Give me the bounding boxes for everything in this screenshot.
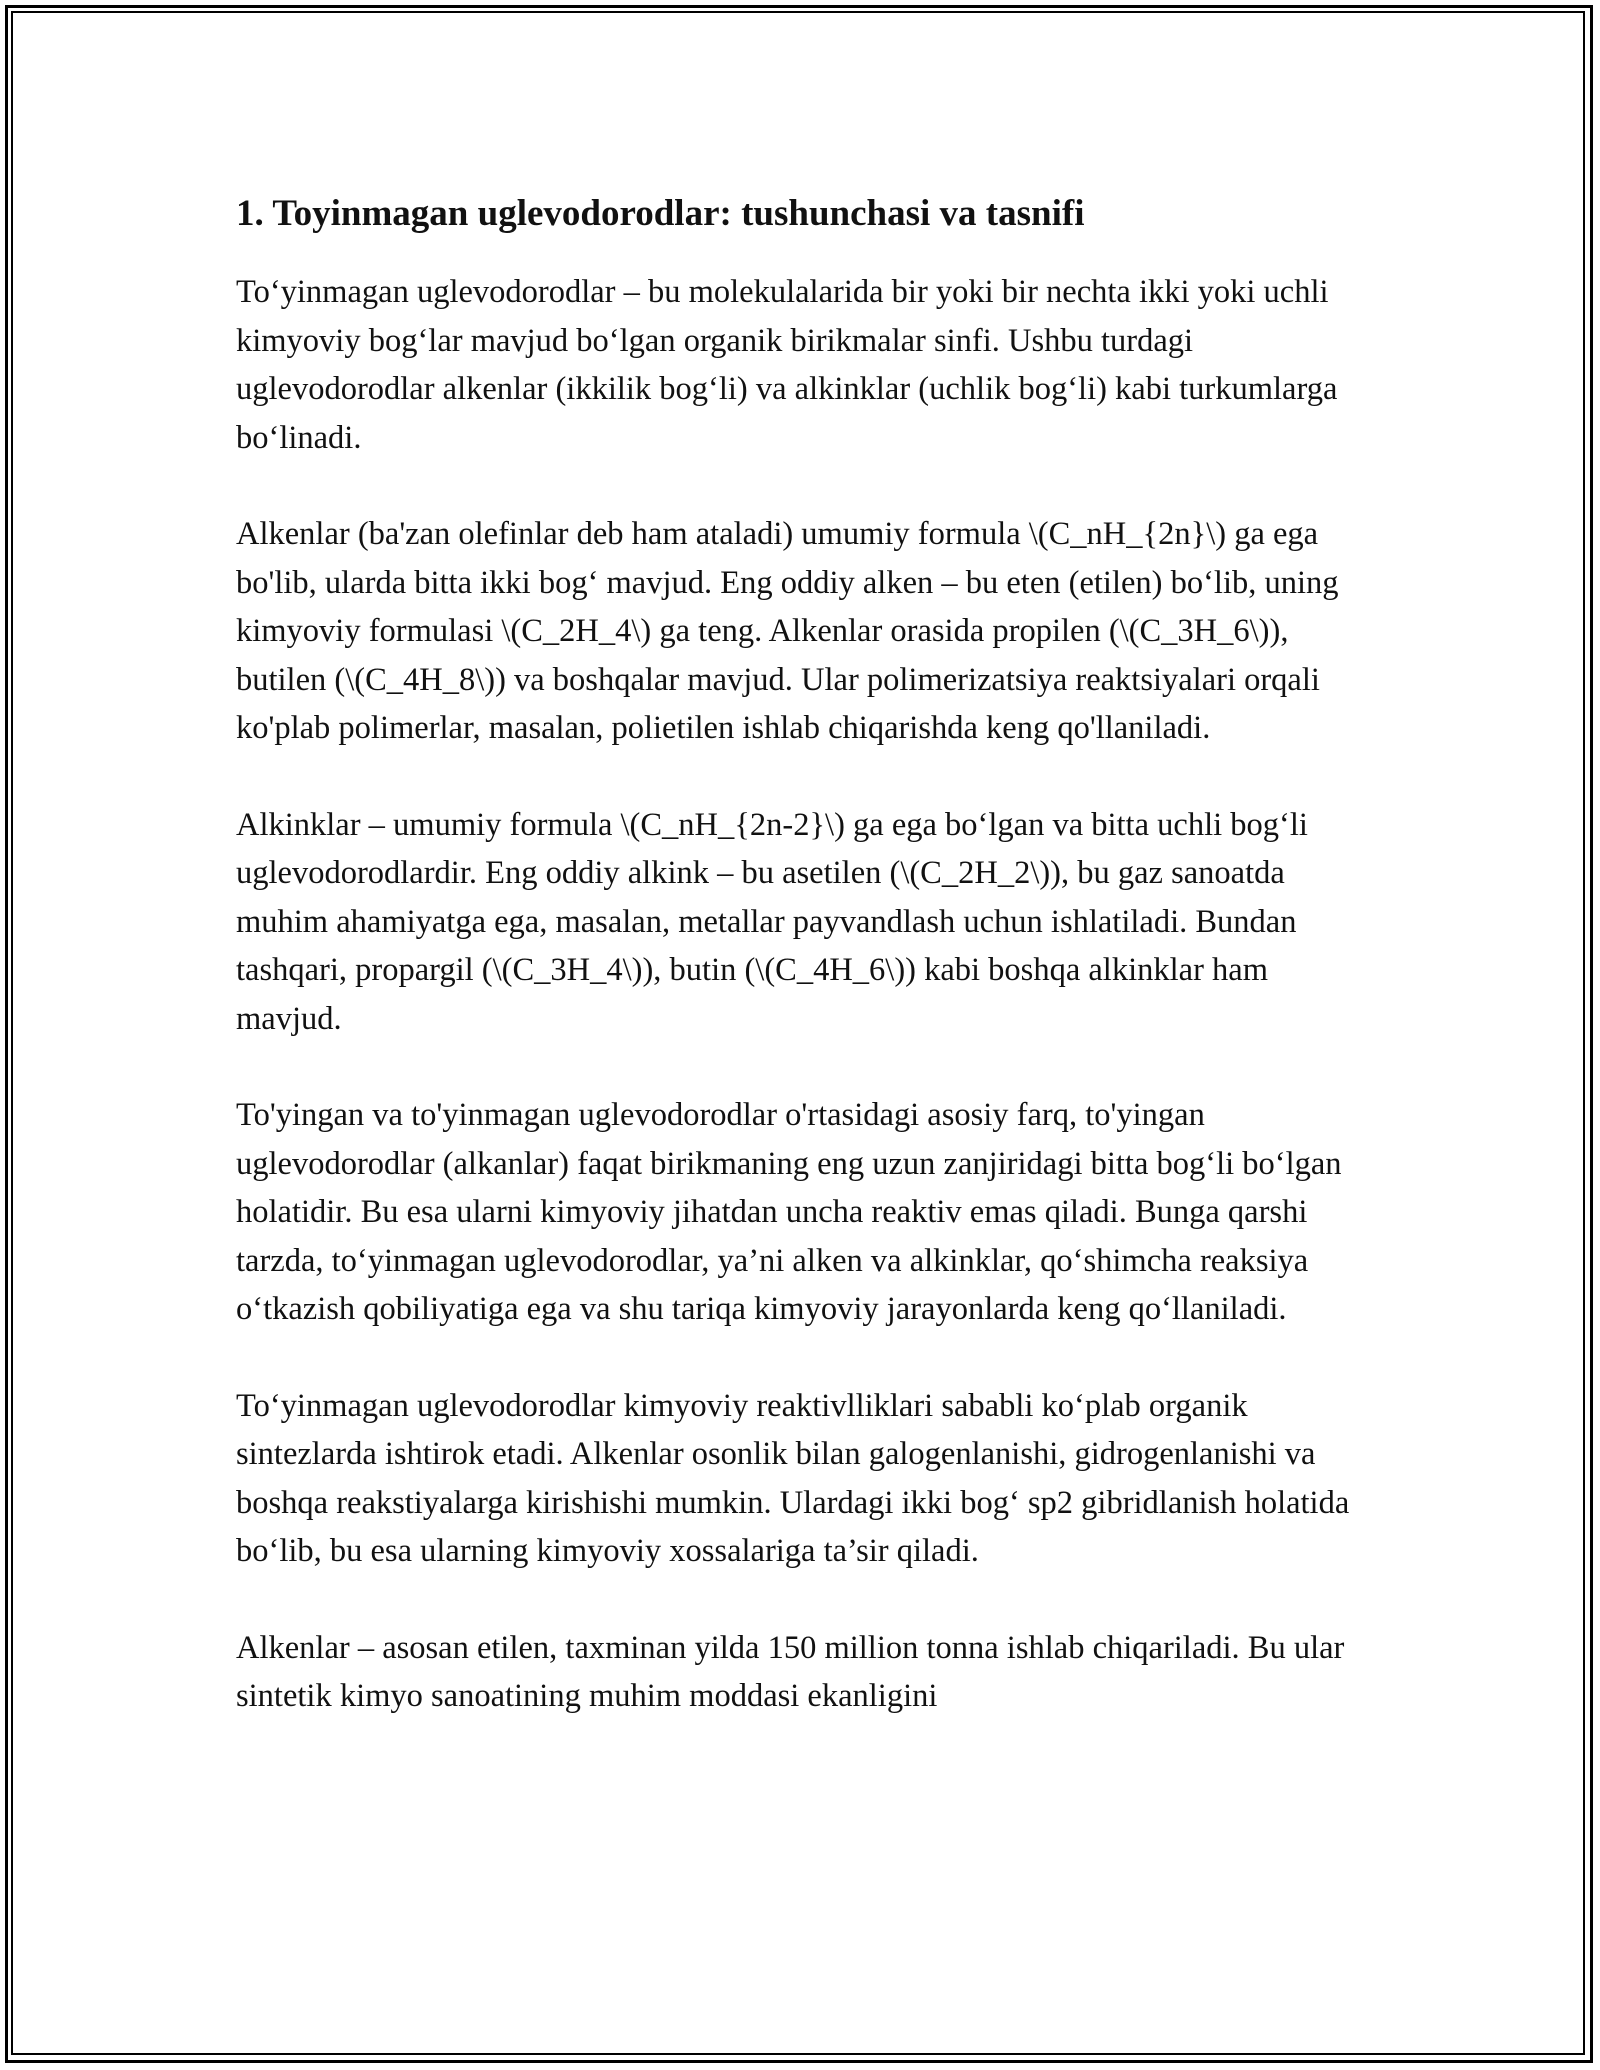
paragraph-definition: To‘yinmagan uglevodorodlar – bu molekulalarida bir yoki bir nechta ikki yoki uchli kimyoviy bog‘lar mavjud bo‘lgan organik birikmalar sinfi. Ushbu turdagi uglevodorodlar alkenlar (ikkilik bog‘li) va alkinklar (uchlik bog‘li) kabi turkumlarga bo‘linadi. — [236, 274, 1338, 456]
paragraph-alkenes: Alkenlar (ba'zan olefinlar deb ham ataladi) umumiy formula \(C_nH_{2n}\) ga ega bo'lib, ularda bitta ikki bog‘ mavjud. Eng oddiy alken – bu eten (etilen) bo‘lib, uning kimyoviy formulasi \(C_2H_4\) ga teng. Alkenlar orasida propilen (\(C_3H_6\)), butilen (\(C_4H_8\)) va boshqalar mavjud. Ular polimerizatsiya reaktsiyalari orqali ko'plab polimerlar, masalan, polietilen ishlab chiqarishda keng qo'llaniladi. — [236, 516, 1339, 746]
section-heading: 1. Toyinmagan uglevodorodlar: tushunchasi va tasnifi — [236, 193, 1085, 234]
paragraph-reactivity: To‘yinmagan uglevodorodlar kimyoviy reaktivlliklari sababli ko‘plab organik sintezlarda ishtirok etadi. Alkenlar osonlik bilan galogenlanishi, gidrogenlanishi va boshqa reakstiyalarga kirishishi mumkin. Ulardagi ikki bog‘ sp2 gibridlanish holatida bo‘lib, bu esa ularning kimyoviy xossalariga ta’sir qiladi. — [236, 1387, 1350, 1569]
document-body — [236, 188, 1366, 1769]
paragraph-saturated-vs-unsaturated: To'yingan va to'yinmagan uglevodorodlar o'rtasidagi asosiy farq, to'yingan uglevodorodlar (alkanlar) faqat birikmaning eng uzun zanjiridagi bitta bog‘li bo‘lgan holatidir. Bu esa ularni kimyoviy jihatdan uncha reaktiv emas qiladi. Bunga qarshi tarzda, to‘yinmagan uglevodorodlar, ya’ni alken va alkinklar, qo‘shimcha reaksiya o‘tkazish qobiliyatiga ega va shu tariqa kimyoviy jarayonlarda keng qo‘llaniladi. — [236, 1097, 1342, 1327]
paragraph-alkynes: Alkinklar – umumiy formula \(C_nH_{2n-2}\) ga ega bo‘lgan va bitta uchli bog‘li uglevodorodlardir. Eng oddiy alkink – bu asetilen (\(C_2H_2\)), bu gaz sanoatda muhim ahamiyatga ega, masalan, metallar payvandlash uchun ishlatiladi. Bundan tashqari, propargil (\(C_3H_4\)), butin (\(C_4H_6\)) kabi boshqa alkinklar ham mavjud. — [236, 806, 1308, 1037]
paragraph-production: Alkenlar – asosan etilen, taxminan yilda 150 million tonna ishlab chiqariladi. Bu ular sintetik kimyo sanoatining muhim moddasi ekanligini — [236, 1629, 1345, 1714]
